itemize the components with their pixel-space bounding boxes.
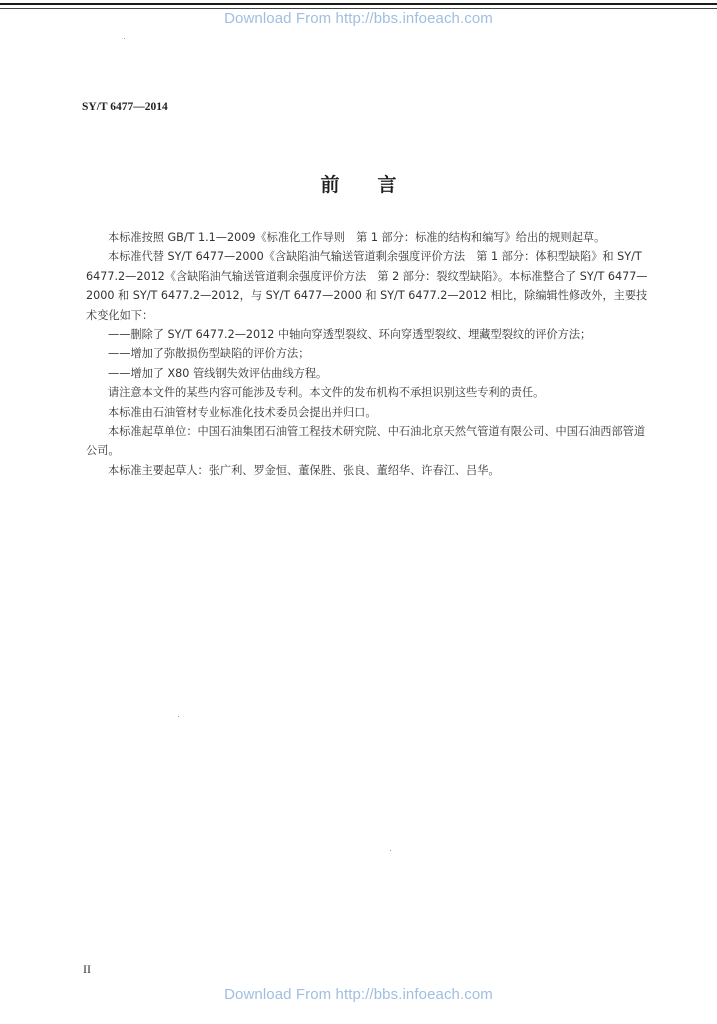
paragraph: 请注意本文件的某些内容可能涉及专利。本文件的发布机构不承担识别这些专利的责任。 (108, 386, 545, 400)
paragraph: 本标准主要起草人：张广利、罗金恒、董保胜、张良、董绍华、许春江、吕华。 (108, 463, 500, 477)
scan-speck (390, 850, 391, 851)
change-item: ——删除了 SY/T 6477.2—2012 中轴向穿透型裂纹、环向穿透型裂纹、埋藏型裂纹的评价方法； (108, 328, 592, 342)
page-number: II (83, 962, 91, 976)
scan-speck (124, 38, 125, 39)
top-rule-thin (0, 8, 717, 9)
change-item: ——增加了 X80 管线钢失效评估曲线方程。 (108, 366, 328, 380)
watermark-top: Download From http://bbs.infoeach.com (224, 10, 493, 27)
change-item: ——增加了弥散损伤型缺陷的评价方法； (108, 347, 310, 361)
paragraph: 本标准由石油管材专业标准化技术委员会提出并归口。 (108, 405, 377, 419)
paragraph: 本标准按照 GB/T 1.1—2009《标准化工作导则 第 1 部分：标准的结构和编写》给出的规则起草。 (108, 231, 606, 244)
paragraph: 本标准起草单位：中国石油集团石油管工程技术研究院、中石油北京天然气管道有限公司、中国石油西部管道公司。 (86, 425, 646, 458)
top-rule (0, 3, 717, 5)
standard-code: SY/T 6477—2014 (82, 101, 168, 113)
watermark-bottom: Download From http://bbs.infoeach.com (224, 986, 493, 1003)
scan-speck (178, 716, 179, 717)
page-title: 前言 (320, 174, 435, 196)
paragraph: 本标准代替 SY/T 6477—2000《含缺陷油气输送管道剩余强度评价方法 第 1 部分：体积型缺陷》和 SY/T 6477.2—2012《含缺陷油气输送管道剩余强度评价方法 第 2 部分：裂纹型缺陷》。本标准整合了 SY/T 6477—2000 和 SY/T 6477.2—2012，与 SY/T 6477—2000 和 SY/T 6477.2—2012 相比，除编辑性修改外，主要技术变化如下： (86, 250, 648, 322)
foreword-body (86, 228, 651, 480)
